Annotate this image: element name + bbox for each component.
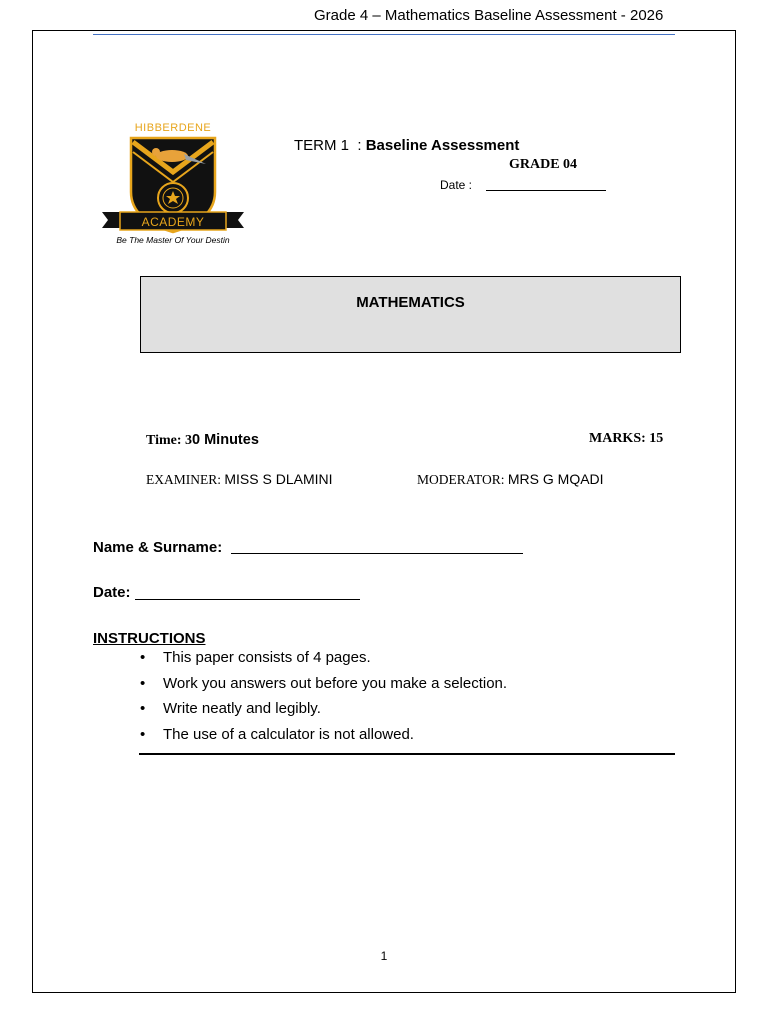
moderator-label: MODERATOR:: [417, 472, 508, 487]
instruction-text: The use of a calculator is not allowed.: [163, 726, 414, 744]
instruction-text: This paper consists of 4 pages.: [163, 649, 371, 666]
page-number: 1: [380, 949, 388, 963]
instructions-list: [140, 648, 507, 751]
bullet-icon: •: [140, 726, 146, 744]
total-marks: MARKS: 15: [589, 431, 664, 446]
header-title: Grade 4 – Mathematics Baseline Assessment - 2026: [314, 7, 664, 24]
instruction-text: Work you answers out before you make a selection.: [163, 674, 508, 692]
list-item: [140, 648, 507, 674]
term-line: [294, 137, 519, 154]
subject-box: [140, 276, 681, 353]
list-item: [140, 725, 507, 751]
bullet-icon: •: [140, 674, 146, 692]
logo-ribbon-text: ACADEMY: [141, 215, 205, 229]
examiner: [146, 471, 333, 488]
top-date-blank[interactable]: [486, 190, 606, 191]
name-surname-blank[interactable]: [231, 553, 523, 554]
logo-motto: Be The Master Of Your Destin: [116, 235, 230, 245]
term-prefix: TERM 1 :: [294, 137, 366, 154]
examiner-name: MISS S DLAMINI: [224, 471, 333, 487]
moderator: [417, 471, 604, 488]
header-rule: [93, 34, 675, 35]
examiner-label: EXAMINER:: [146, 472, 225, 487]
school-crest-logo: [98, 120, 248, 250]
bullet-icon: •: [140, 700, 146, 718]
logo-school-name: HIBBERDENE: [134, 122, 212, 134]
instructions-divider: [139, 753, 675, 755]
list-item: [140, 674, 507, 700]
grade-label: GRADE 04: [509, 157, 578, 172]
instructions-heading: INSTRUCTIONS: [93, 630, 206, 647]
top-date-label: Date :: [440, 178, 473, 192]
bullet-icon: •: [140, 649, 146, 666]
time-label: Time: 3: [146, 433, 193, 448]
assessment-title: Baseline Assessment: [365, 137, 520, 154]
name-surname-label: Name & Surname:: [93, 539, 223, 556]
moderator-name: MRS G MQADI: [507, 471, 604, 487]
date-label: Date:: [93, 584, 131, 601]
time-value: 0 Minutes: [192, 432, 259, 448]
instruction-text: Write neatly and legibly.: [163, 700, 321, 718]
date-blank[interactable]: [135, 599, 360, 600]
bird-icon: [156, 150, 188, 162]
subject-title: MATHEMATICS: [356, 294, 465, 311]
list-item: [140, 699, 507, 725]
time-allowed: [146, 431, 259, 449]
